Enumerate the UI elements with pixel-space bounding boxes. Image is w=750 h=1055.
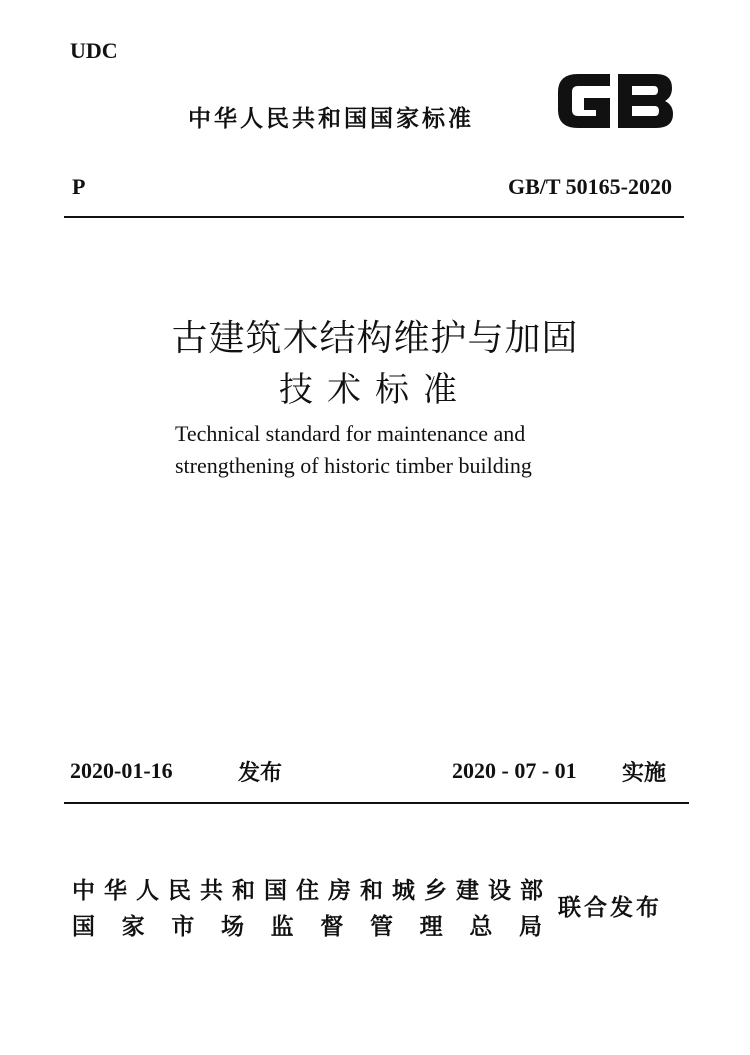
implement-date: 2020 - 07 - 01: [452, 758, 577, 783]
bottom-divider: [64, 802, 689, 804]
standard-number: GB/T 50165-2020: [507, 174, 672, 199]
chinese-title-line1: 古建筑木结构维护与加固: [171, 318, 579, 359]
top-divider: [64, 216, 684, 218]
english-title-line1: Technical standard for maintenance and: [175, 421, 526, 446]
implement-label: 实施: [622, 761, 667, 786]
gb-logo-icon: [552, 68, 677, 134]
udc-label: UDC: [70, 38, 118, 63]
publish-label: 发布: [238, 761, 283, 786]
publish-date: 2020-01-16: [70, 758, 173, 783]
joint-issue-label: 联合发布: [558, 895, 662, 921]
category-code: P: [72, 174, 86, 199]
english-title-line2: strengthening of historic timber building: [175, 453, 532, 478]
issuing-agency: 中华人民共和国国家标准: [188, 106, 474, 132]
issuer-line2: 国家市场监督管理总局: [72, 914, 542, 940]
issuer-line1: 中华人民共和国住房和城乡建设部: [72, 878, 552, 904]
chinese-title-line2: 技术标准: [279, 370, 471, 410]
